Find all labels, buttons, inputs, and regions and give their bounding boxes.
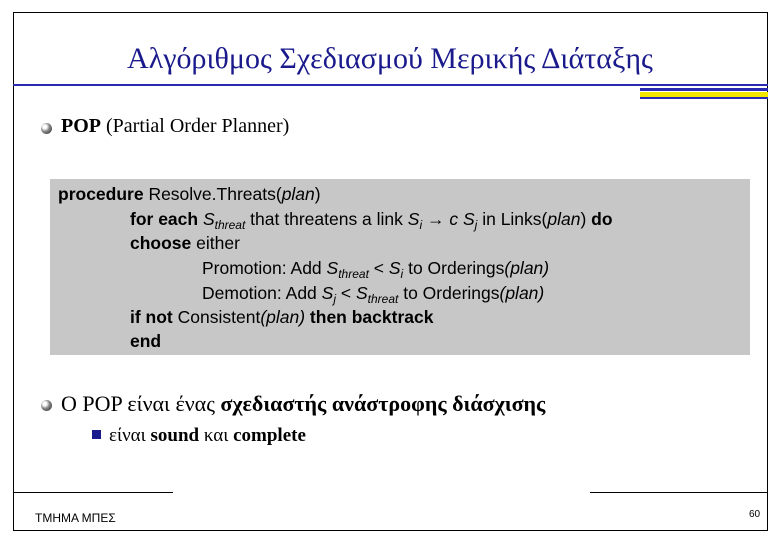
bullet2-pre: Ο POP είναι ένας [61, 391, 221, 416]
promo-s: S [326, 258, 339, 278]
footer-rule-left [13, 492, 173, 493]
procedure-line-6 [130, 307, 433, 328]
bullet-pop-rest: (Partial Order Planner) [101, 115, 290, 137]
demo-s: S [321, 283, 334, 303]
bullet-backward-planner [61, 391, 545, 417]
promo-si-sub: i [400, 267, 404, 281]
promo-lt: < [368, 258, 389, 278]
title-accent-bar-lower [640, 97, 768, 99]
kw-if-not: if not [130, 307, 173, 327]
slide-title: Αλγόριθμος Σχεδιασμού Μερικής Διάταξης [127, 42, 653, 75]
demo-s-sub: j [333, 292, 337, 306]
procedure-line-4 [202, 258, 549, 281]
promotion-label: Promotion: Add [202, 258, 327, 278]
sub-bullet-sound-complete [109, 425, 306, 447]
demo-to: to Orderings [398, 283, 500, 303]
arrow: → [422, 209, 450, 229]
demo-plan: (plan) [499, 283, 545, 303]
c-label: c [449, 209, 459, 229]
procedure-line-7 [130, 331, 161, 352]
kw-end: end [130, 331, 162, 351]
sub-complete: complete [233, 425, 306, 446]
footer-rule-right [590, 492, 768, 493]
s-j-sub: j [474, 218, 478, 232]
either-text: either [191, 233, 240, 253]
procedure-line-3 [130, 233, 240, 254]
kw-for-each: for each [130, 209, 199, 229]
page-number: 60 [749, 509, 761, 520]
kw-procedure: procedure [58, 184, 144, 204]
demo-st-sub: threat [367, 292, 399, 306]
demotion-label: Demotion: Add [202, 283, 322, 303]
sub-pre: είναι [109, 425, 151, 446]
promo-to: to Orderings [403, 258, 505, 278]
consistent-plan: (plan) [260, 307, 306, 327]
procedure-line-5 [202, 283, 544, 306]
proc-arg: plan [281, 184, 315, 204]
consistent-text: Consistent [172, 307, 261, 327]
proc-close: ) [314, 184, 321, 204]
kw-do: do [586, 209, 613, 229]
kw-then-backtrack: then backtrack [305, 307, 434, 327]
bullet-icon [41, 123, 52, 134]
proc-name: Resolve.Threats( [143, 184, 282, 204]
kw-choose: choose [130, 233, 192, 253]
square-bullet-icon [92, 430, 101, 439]
s-j: S [458, 209, 475, 229]
plan-arg: plan [547, 209, 581, 229]
demo-st: S [355, 283, 368, 303]
bullet-pop [61, 115, 289, 138]
sub-mid: και [199, 425, 234, 446]
bullet-pop-bold: POP [61, 115, 101, 137]
promo-s-sub: threat [338, 267, 369, 281]
promo-si: S [388, 258, 401, 278]
s-threat-sub: threat [214, 218, 246, 232]
sub-sound: sound [150, 425, 200, 446]
s-i: S [407, 209, 420, 229]
title-accent-bar [640, 88, 768, 91]
bullet2-bold: σχεδιαστής ανάστροφης διάσχισης [220, 391, 546, 416]
promo-plan: (plan) [504, 258, 550, 278]
title-underline [13, 84, 768, 86]
threatens-text: that threatens a link [245, 209, 408, 229]
s-i-sub: i [419, 218, 423, 232]
in-links: in Links( [477, 209, 548, 229]
procedure-line-1 [58, 184, 321, 205]
demo-lt: < [336, 283, 356, 303]
procedure-line-2 [130, 209, 613, 232]
s-threat: S [198, 209, 215, 229]
bullet-icon [41, 400, 52, 411]
footer-department: ΤΜΗΜΑ ΜΠΕΣ [35, 511, 116, 525]
links-close: ) [580, 209, 587, 229]
